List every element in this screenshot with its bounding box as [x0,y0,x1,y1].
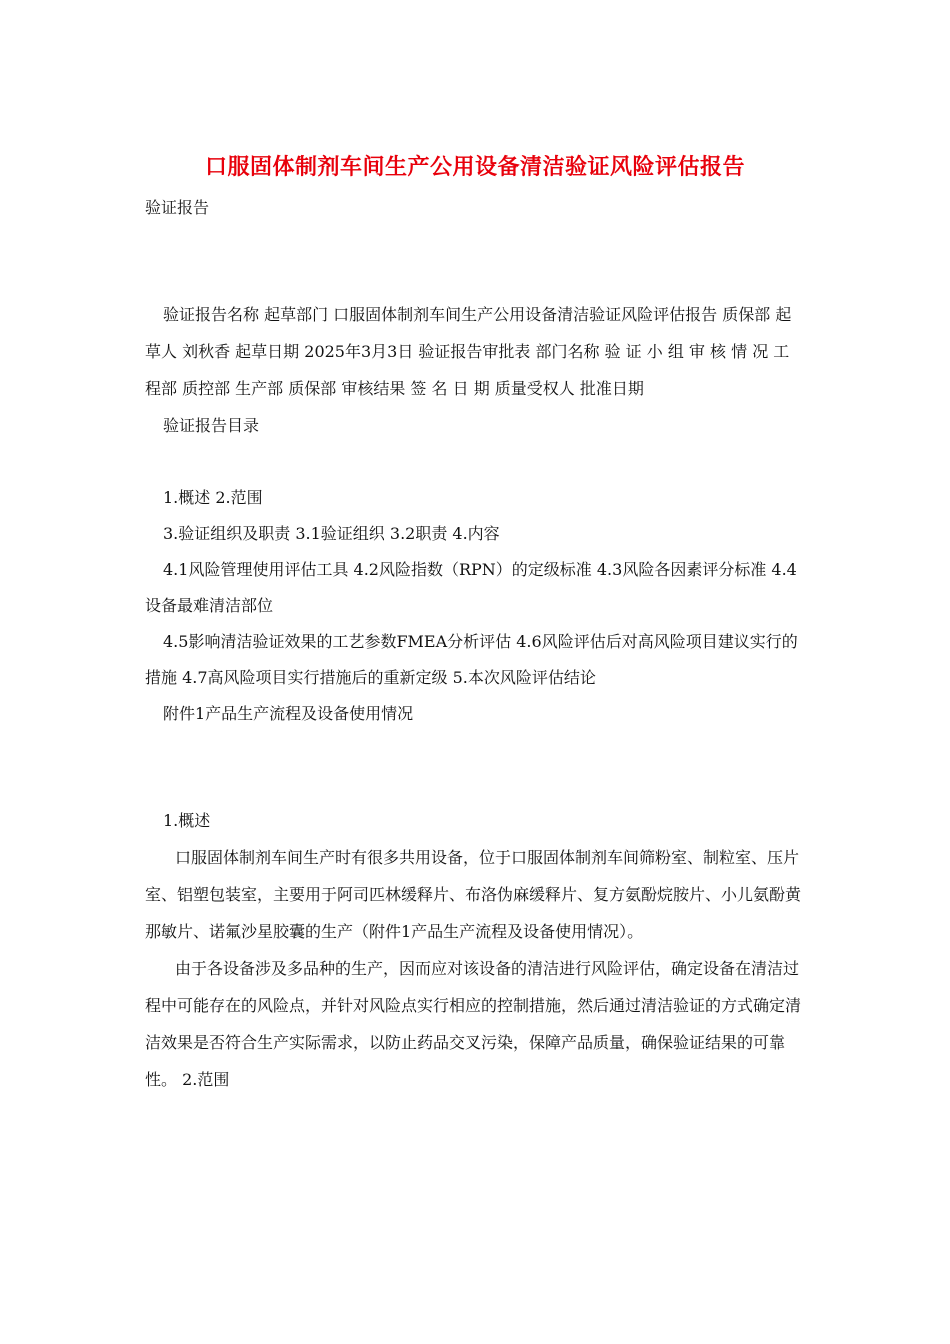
toc-heading: 验证报告目录 [163,416,260,435]
cover-block: 验证报告名称 起草部门 口服固体制剂车间生产公用设备清洁验证风险评估报告 质保部 起草人 刘秋香 起草日期 2025年3月3日 验证报告审批表 部门名称 验 证 小 组 审 核 情 况 工程部 质控部 生产部 质保部 审核结果 签 名 日 期 质量受权人 批准日期 [145,305,792,398]
section-paragraph: 由于各设备涉及多品种的生产，因而应对该设备的清洁进行风险评估，确定设备在清洁过程中可能存在的风险点，并针对风险点实行相应的控制措施，然后通过清洁验证的方式确定清洁效果是否符合生产实际需求，以防止药品交叉污染，保障产品质量，确保验证结果的可靠性。 2.范围 [145,959,802,1089]
toc-item: 1.概述 2.范围 [163,488,263,507]
document-page [145,150,805,1098]
spacer [145,444,805,480]
spacer [145,226,805,296]
section-heading: 1.概述 [163,811,211,830]
document-subtitle: 验证报告 [145,198,210,217]
toc-item: 3.验证组织及职责 3.1验证组织 3.2职责 4.内容 [163,524,500,543]
toc-item: 4.5影响清洁验证效果的工艺参数FMEA分析评估 4.6风险评估后对高风险项目建议实行的措施 4.7高风险项目实行措施后的重新定级 5.本次风险评估结论 [145,632,798,687]
spacer [145,732,805,802]
toc-item: 4.1风险管理使用评估工具 4.2风险指数（RPN）的定级标准 4.3风险各因素评分标准 4.4设备最难清洁部位 [145,560,797,615]
toc-list [145,480,805,732]
document-title: 口服固体制剂车间生产公用设备清洁验证风险评估报告 [204,154,745,180]
section-paragraph: 口服固体制剂车间生产时有很多共用设备，位于口服固体制剂车间筛粉室、制粒室、压片室、铝塑包装室，主要用于阿司匹林缓释片、布洛伪麻缓释片、复方氨酚烷胺片、小儿氨酚黄那敏片、诺氟沙星胶囊的生产（附件1产品生产流程及设备使用情况）。 [145,848,802,941]
toc-item: 附件1产品生产流程及设备使用情况 [163,704,414,723]
